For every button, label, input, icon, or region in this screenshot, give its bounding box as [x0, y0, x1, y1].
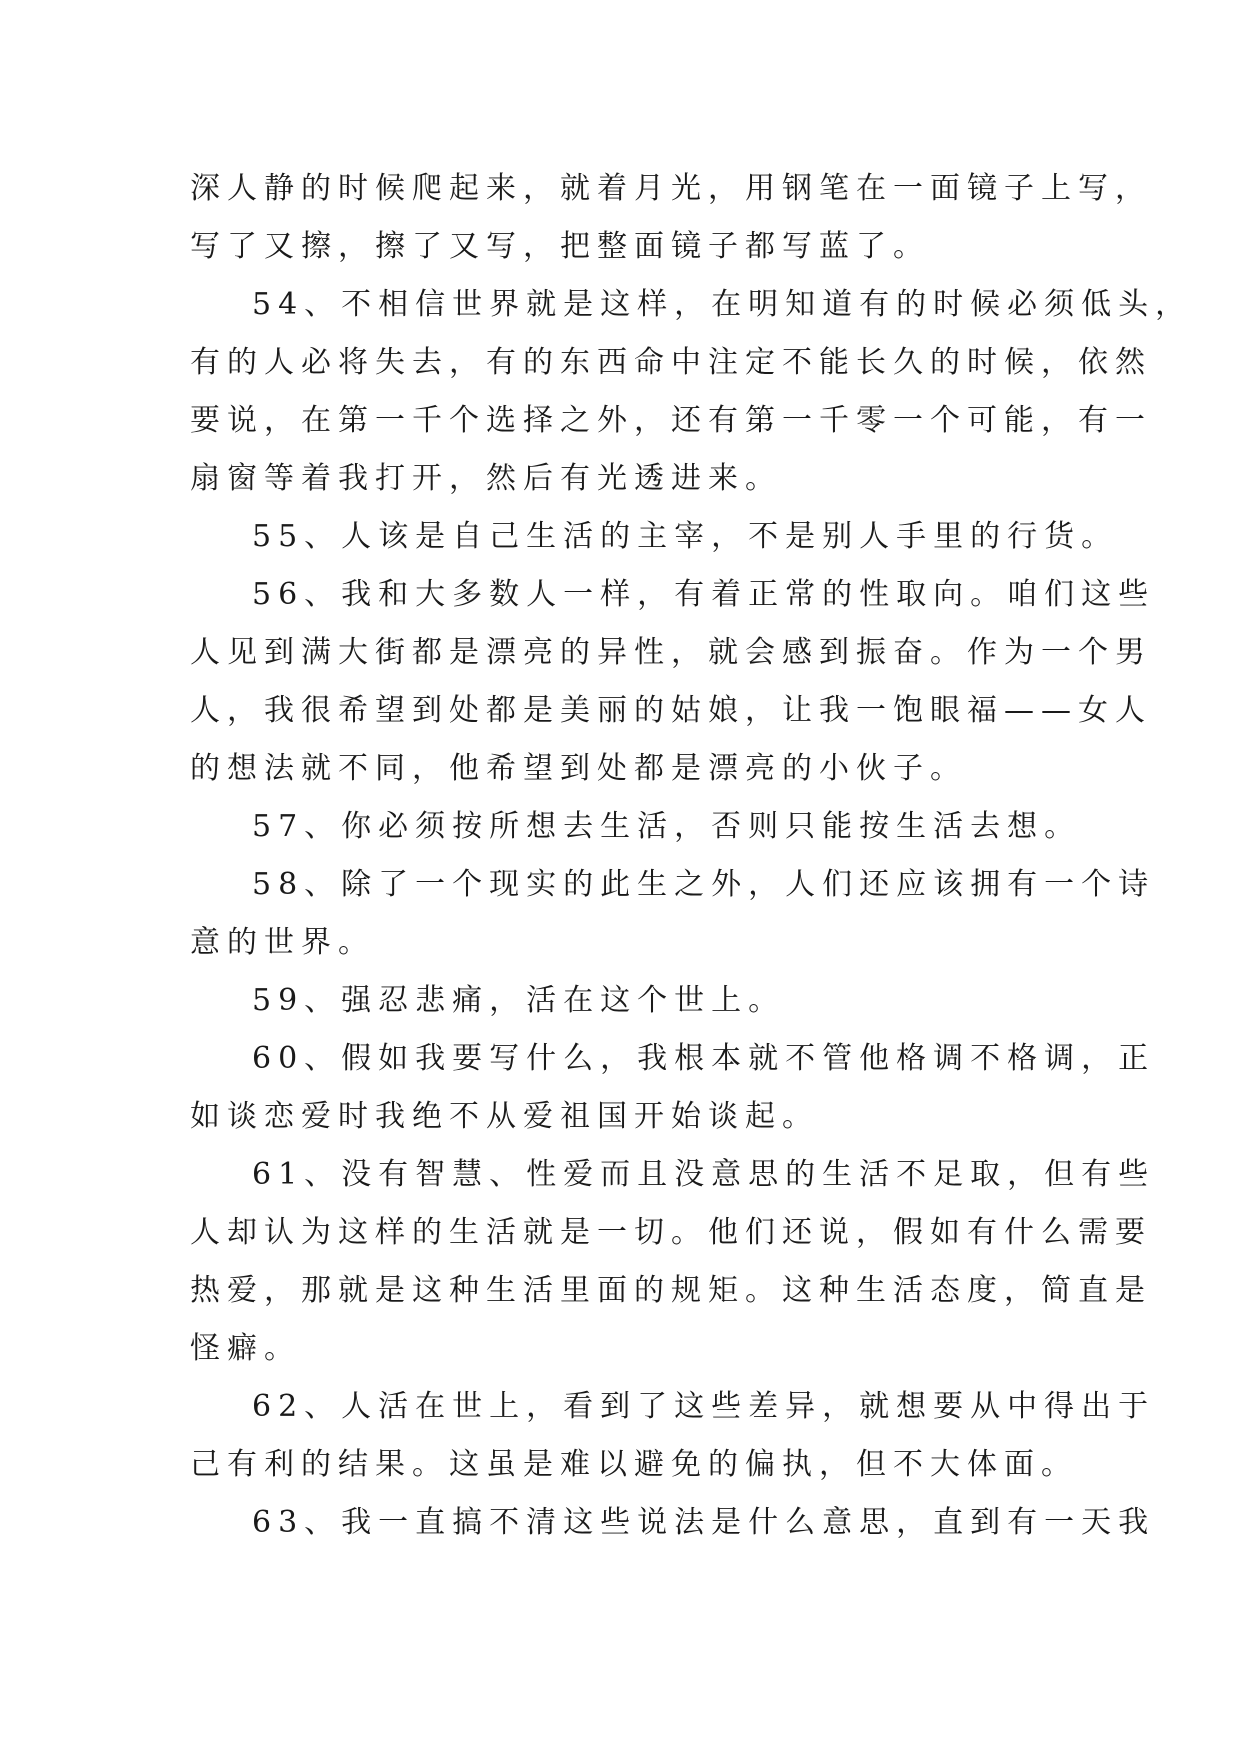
text-line: 要说，在第一千个选择之外，还有第一千零一个可能，有一 — [190, 403, 1152, 438]
text-line: 意的世界。 — [190, 925, 375, 960]
text-line: 61、没有智慧、性爱而且没意思的生活不足取，但有些 — [252, 1157, 1156, 1192]
text-line: 63、我一直搞不清这些说法是什么意思，直到有一天我 — [252, 1505, 1156, 1540]
text-line: 热爱，那就是这种生活里面的规矩。这种生活态度，简直是 — [190, 1273, 1152, 1308]
paragraph-63 — [190, 1494, 1156, 1552]
document-body — [190, 160, 1193, 1552]
paragraph-59 — [190, 972, 1052, 1030]
paragraph-56 — [190, 566, 1156, 798]
text-line: 57、你必须按所想去生活，否则只能按生活去想。 — [252, 809, 1082, 844]
text-line: 人却认为这样的生活就是一切。他们还说，假如有什么需要 — [190, 1215, 1152, 1250]
paragraph-58 — [190, 856, 1156, 972]
text-line: 有的人必将失去，有的东西命中注定不能长久的时候，依然 — [190, 345, 1152, 380]
paragraph-54 — [190, 276, 1193, 508]
text-line: 59、强忍悲痛，活在这个世上。 — [252, 983, 786, 1018]
text-line: 怪癖。 — [190, 1331, 301, 1366]
paragraph-62 — [190, 1378, 1156, 1494]
text-line: 62、人活在世上，看到了这些差异，就想要从中得出于 — [252, 1389, 1156, 1424]
paragraph-55 — [190, 508, 1119, 566]
text-line: 深人静的时候爬起来，就着月光，用钢笔在一面镜子上写， — [190, 171, 1152, 206]
paragraph-60 — [190, 1030, 1156, 1146]
text-line: 扇窗等着我打开，然后有光透进来。 — [190, 461, 782, 496]
text-line: 60、假如我要写什么，我根本就不管他格调不格调，正 — [252, 1041, 1156, 1076]
text-line: 己有利的结果。这虽是难以避免的偏执，但不大体面。 — [190, 1447, 1078, 1482]
text-line: 如谈恋爱时我绝不从爱祖国开始谈起。 — [190, 1099, 819, 1134]
text-line: 的想法就不同，他希望到处都是漂亮的小伙子。 — [190, 751, 967, 786]
text-line: 人见到满大街都是漂亮的异性，就会感到振奋。作为一个男 — [190, 635, 1152, 670]
text-line: 58、除了一个现实的此生之外，人们还应该拥有一个诗 — [252, 867, 1156, 902]
text-line: 56、我和大多数人一样，有着正常的性取向。咱们这些 — [252, 577, 1156, 612]
paragraph-61 — [190, 1146, 1156, 1378]
text-line: 54、不相信世界就是这样，在明知道有的时候必须低头， — [252, 287, 1193, 322]
paragraph-53-continuation — [190, 160, 1152, 276]
text-line: 55、人该是自己生活的主宰，不是别人手里的行货。 — [252, 519, 1119, 554]
text-line: 写了又擦，擦了又写，把整面镜子都写蓝了。 — [190, 229, 930, 264]
paragraph-57 — [190, 798, 1082, 856]
text-line: 人，我很希望到处都是美丽的姑娘，让我一饱眼福——女人 — [190, 693, 1152, 728]
